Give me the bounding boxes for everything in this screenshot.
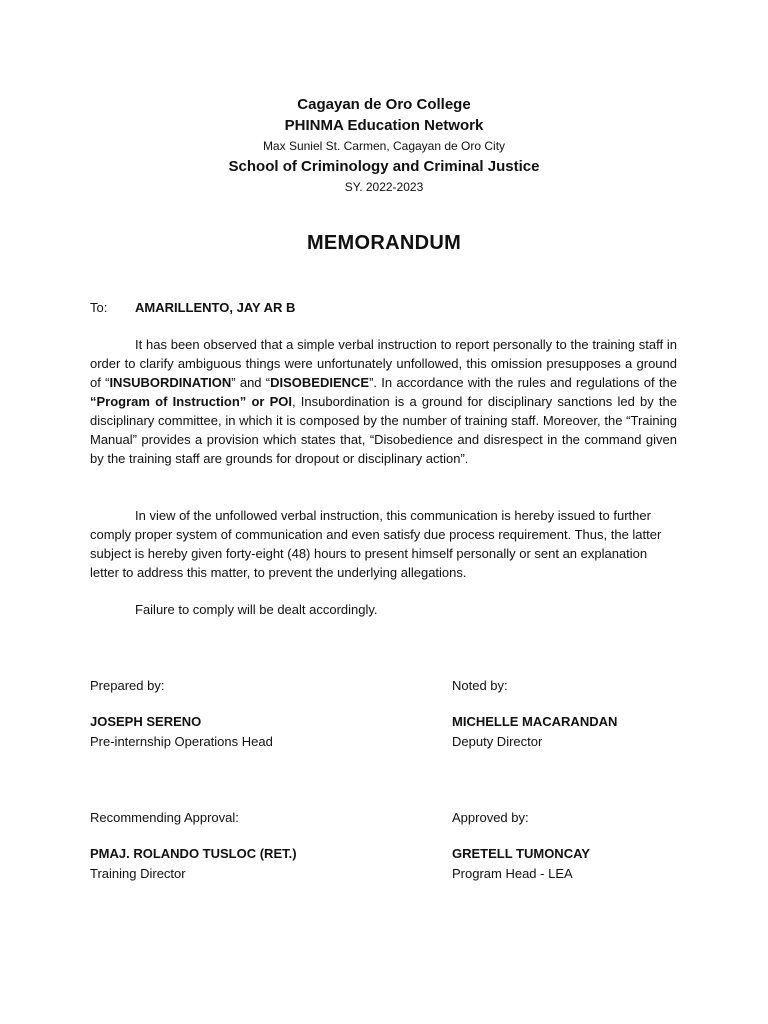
paragraph-warning: Failure to comply will be dealt accordingly. xyxy=(135,602,378,617)
signatory-title: Deputy Director xyxy=(452,734,543,749)
signatory-label: Approved by: xyxy=(452,810,529,825)
paragraph1-text-4: , Insubordination is a ground for disciplinary sanctions led by the disciplinary committee, in which it is composed by the number of training staff. Moreover, the “Training Manual” provides a provision which states that, “Disobedience and disrespect in the command given by the training staff are grounds for dropout or disciplinary action”. xyxy=(90,394,677,466)
signatory-label: Noted by: xyxy=(452,678,508,693)
signatory-prepared xyxy=(90,676,273,752)
signatory-title: Pre-internship Operations Head xyxy=(90,734,273,749)
college-address: Max Suniel St. Carmen, Cagayan de Oro City xyxy=(262,139,506,153)
school-name: School of Criminology and Criminal Justice xyxy=(228,158,540,175)
paragraph1-text-3: ”. In accordance with the rules and regulations of the xyxy=(369,375,677,390)
recipient-name: AMARILLENTO, JAY AR B xyxy=(135,300,296,315)
paragraph-observation xyxy=(90,335,677,468)
term-program-of-instruction: “Program of Instruction” or POI xyxy=(90,394,293,409)
signatory-name: GRETELL TUMONCAY xyxy=(452,846,590,861)
signatory-title: Program Head - LEA xyxy=(452,866,573,881)
term-disobedience: DISOBEDIENCE xyxy=(270,375,370,390)
paragraph-instruction: In view of the unfollowed verbal instruction, this communication is hereby issued to further comply proper system of communication and even satisfy due process requirement. Thus, the latter subject is hereby given forty-eight (48) hours to present himself personally or sent an explanation letter to address this matter, to prevent the underlying allegations. xyxy=(90,508,662,580)
memo-title: MEMORANDUM xyxy=(306,232,462,254)
signatory-name: PMAJ. ROLANDO TUSLOC (RET.) xyxy=(90,846,297,861)
signatory-approved xyxy=(452,808,590,884)
paragraph1-text-2: ” and “ xyxy=(231,375,271,390)
network-name: PHINMA Education Network xyxy=(284,117,484,134)
letterhead xyxy=(0,94,768,196)
signatory-name: MICHELLE MACARANDAN xyxy=(452,714,618,729)
signatory-recommending xyxy=(90,808,297,884)
term-insubordination: INSUBORDINATION xyxy=(109,375,232,390)
signatory-label: Prepared by: xyxy=(90,678,165,693)
paragraph1-text-1: It has been observed that a simple verbal instruction to report personally to the training staff in order to clarify ambiguous things were unfortunately unfollowed, this omission presupposes a ground of “ xyxy=(90,337,677,390)
signatory-noted xyxy=(452,676,617,752)
signatory-label: Recommending Approval: xyxy=(90,810,239,825)
school-year: SY. 2022-2023 xyxy=(344,180,424,194)
recipient-line xyxy=(90,298,295,318)
signatory-title: Training Director xyxy=(90,866,186,881)
college-name: Cagayan de Oro College xyxy=(297,96,471,113)
to-label: To: xyxy=(90,300,108,315)
signatory-name: JOSEPH SERENO xyxy=(90,714,202,729)
